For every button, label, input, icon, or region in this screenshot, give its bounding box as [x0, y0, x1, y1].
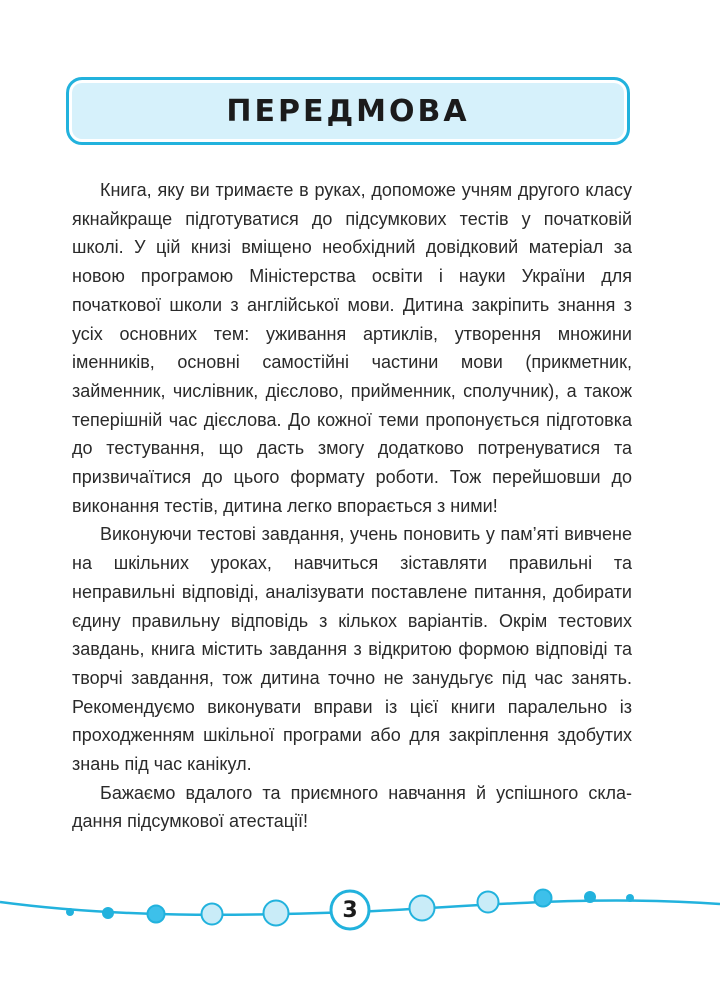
preface-body [72, 176, 632, 836]
bead [202, 904, 223, 925]
bead [535, 890, 552, 907]
page-title: ПЕРЕДМОВА [226, 93, 470, 129]
bead [264, 901, 289, 926]
paragraph-3: Бажаємо вдалого та приємного навчання й успішного складання підсумкової атестації! [72, 782, 632, 832]
bead [410, 896, 435, 921]
bead [148, 906, 165, 923]
paragraph-1: Книга, яку ви тримаєте в руках, допоможе учням другого класу якнайкраще підготуватися до підсумкових тестів у початковій школі. У цій книзі вміщено необхідний довідковий матеріал за новою програмою Міністерства освіти і науки України для початкової школи з англійської мови. Дитина закріпить знання з усіх основних тем: уживання артиклів, утворення множини іменників, основні самостійні частини мови (прикметник, займенник, числівник, дієслово, прийменник, сполучник), а також теперішній час дієслова. До кожної теми пропонується підготовка до тестування, що дасть змогу додатково потренуватися та призвичаїтися до цього формату роботи. Тож перейшовши до виконання тестів, дитина легко впорається з ними! [72, 180, 632, 516]
bead [626, 894, 634, 902]
title-banner [66, 77, 630, 145]
paragraph-2: Виконуючи тестові завдання, учень поновить у пам’яті вивчене на шкільних уроках, навчиться зіставляти правильні та неправильні відповіді, аналізувати поставлене питання, добирати єдину правильну відповідь з кількох варіантів. Окрім тестових завдань, книга містить завдання з відкритою формою відповіді та творчі завдання, тож дитина точно не занудьгує під час занять. Рекомендуємо виконувати вправи із цієї книги паралельно із проходженням шкільної програми або для закріплення здобутих знань під час канікул. [72, 524, 632, 775]
bead [478, 892, 499, 913]
page-number: 3 [342, 897, 358, 923]
bead [66, 908, 74, 916]
bead [102, 907, 114, 919]
bead [584, 891, 596, 903]
page-footer [0, 860, 720, 960]
